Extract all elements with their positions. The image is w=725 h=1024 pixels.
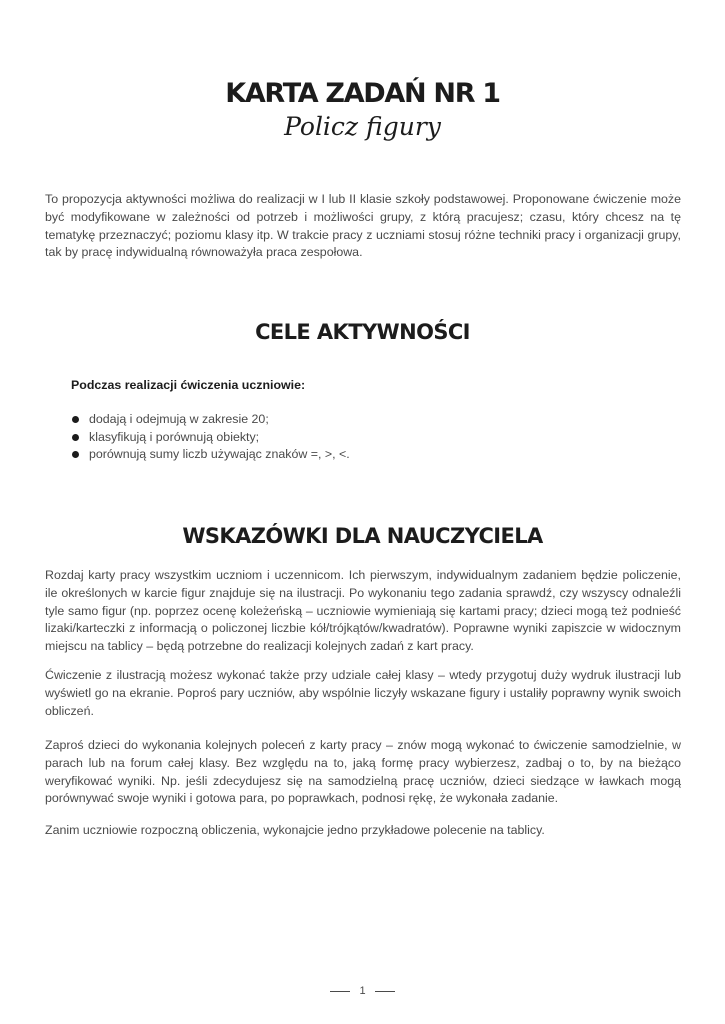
page-title: KARTA ZADAŃ NR 1 [225, 78, 500, 109]
tips-paragraph: Ćwiczenie z ilustracją możesz wykonać także przy udziale całej klasy – wtedy przygotuj duży wydruk ilustracji lub wyświetl go na ekranie. Poproś pary uczniów, aby wspólnie liczyły wskazane figury i ustaliły poprawny wynik swoich obliczeń. [45, 668, 681, 718]
page-subtitle: Policz figury [284, 112, 441, 141]
goals-heading: CELE AKTYWNOŚCI [255, 320, 470, 344]
goals-list-item: klasyfikują i porównują obiekty; [71, 429, 350, 447]
intro-paragraph: To propozycja aktywności możliwa do realizacji w I lub II klasie szkoły podstawowej. Proponowane ćwiczenie może być modyfikowane w zależności od potrzeb i możliwości grupy, z którą pracujesz; czasu, który chcesz na tę tematykę przeznaczyć; poziomu klasy itp. W trakcie pracy z uczniami stosuj różne techniki pracy i organizacji grupy, tak by pracę indywidualną równoważyła praca zespołowa. [45, 192, 681, 260]
footer-divider [375, 991, 395, 992]
footer-divider [330, 991, 350, 992]
goals-lead: Podczas realizacji ćwiczenia uczniowie: [71, 378, 306, 392]
page-number: 1 [359, 985, 366, 997]
tips-heading: WSKAZÓWKI DLA NAUCZYCIELA [182, 524, 543, 548]
page-footer [0, 985, 725, 997]
tips-paragraph: Zaproś dzieci do wykonania kolejnych poleceń z karty pracy – znów mogą wykonać to ćwiczenie samodzielnie, w parach lub na forum całej klasy. Bez względu na to, jaką formę pracy wybierzesz, zadbaj o to, by na bieżąco weryfikować wyniki. Np. jeśli zdecydujesz się na samodzielną pracę uczniów, dzieci siedzące w ławkach mogą porównywać swoje wyniki i gotowa para, po poprawkach, podnosi rękę, że wykonała zadanie. [45, 738, 681, 806]
tips-paragraph: Rozdaj karty pracy wszystkim uczniom i uczennicom. Ich pierwszym, indywidualnym zadaniem będzie policzenie, ile określonych w karcie figur znajduje się na ilustracji. Po wykonaniu tego zadania sprawdź, czy wszyscy odnaleźli tyle samo figur (np. poprzez ocenę koleżeńską – uczniowie wymieniają się kartami pracy; dzieci mogą też podnieść lizaki/karteczki z informacją o policzonej liczbie kół/trójkątów/kwadratów). Poprawne wyniki zapiszcie w widocznym miejscu na tablicy – będą potrzebne do realizacji kolejnych zadań z kart pracy. [45, 568, 681, 654]
goals-list-item: dodają i odejmują w zakresie 20; [71, 411, 350, 429]
goals-list [71, 411, 350, 464]
tips-paragraph: Zanim uczniowie rozpoczną obliczenia, wykonajcie jedno przykładowe polecenie na tablicy. [45, 823, 545, 837]
goals-list-item: porównują sumy liczb używając znaków =, >, <. [71, 446, 350, 464]
